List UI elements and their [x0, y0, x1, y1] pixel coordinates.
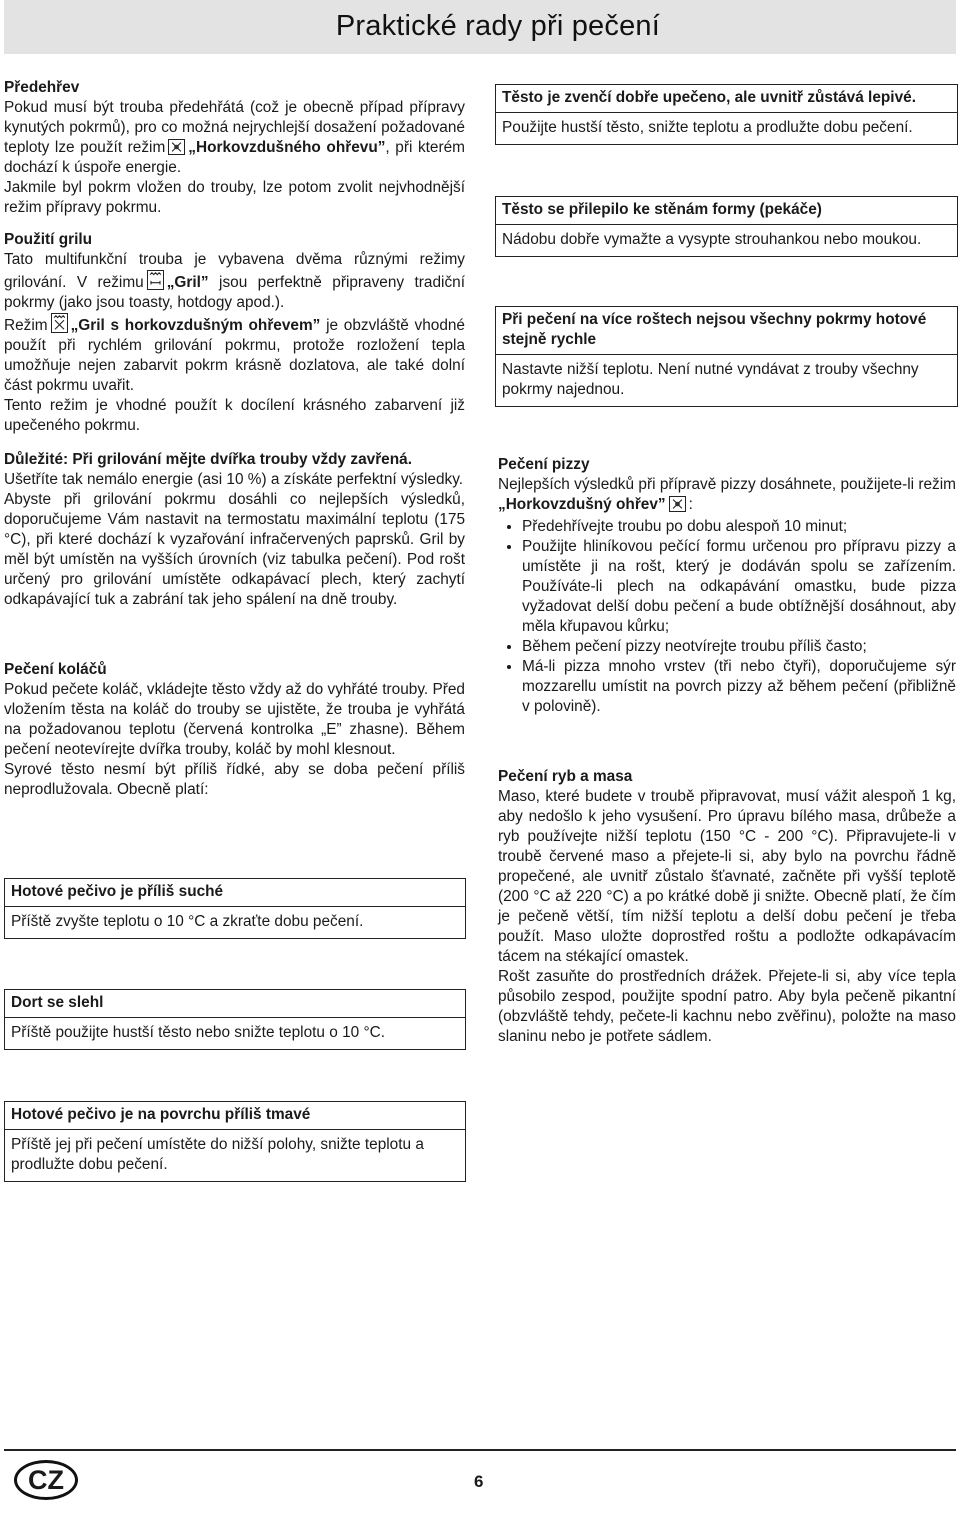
list-item: • Má-li pizza mnoho vrstev (tři nebo čtyři), doporučujeme sýr mozzarellu umístit na povrch pizzy až během pečení (přibližně v polovině).: [522, 657, 956, 717]
preheat-paragraph: [4, 98, 465, 178]
tip-box-title: Těsto je zvenčí dobře upečeno, ale uvnitř zůstává lepivé.: [496, 85, 957, 113]
page-title: Praktické rady při pečení: [335, 10, 660, 42]
fan-oven-icon: [168, 139, 185, 155]
fan-oven-icon: [669, 496, 686, 512]
tip-box-text: Příště jej při pečení umístěte do nižší polohy, snižte teplotu a prodlužte dobu pečení.: [11, 1136, 424, 1173]
fish-meat-paragraph-2: Rošt zasuňte do prostředních drážek. Přejete-li si, aby více tepla působilo zespod, použijte spodní patro. Aby byla pečeně pikantní (obzvláště tehdy, pečete-li kachnu nebo zvěřinu), položte na maso slaninu nebo je potřete sádlem.: [498, 968, 956, 1045]
tip-box-stuck: [495, 196, 958, 257]
pizza-intro-a: Nejlepších výsledků při přípravě pizzy dosáhnete, použijete-li režim: [498, 476, 956, 493]
grill-fan-text-a: Režim: [4, 317, 48, 334]
grill-paragraph: [4, 250, 465, 313]
list-item: • Předehřívejte troubu po dobu alespoň 10 minut;: [522, 517, 956, 537]
important-section: [4, 450, 465, 610]
pizza-list: [498, 517, 956, 717]
pizza-section: [498, 455, 956, 717]
tip-box-collapsed: [4, 989, 466, 1050]
cake-paragraph-2: Syrové těsto nesmí být příliš řídké, aby se doba pečení příliš neprodlužovala. Obecně platí:: [4, 761, 465, 798]
tip-box-title: Hotové pečivo je příliš suché: [5, 879, 465, 907]
grill-text-a: Tato multifunkční trouba je vybavena dvěma různými režimy grilování. V režimu: [4, 251, 465, 291]
fish-meat-section: [498, 767, 956, 1047]
preheat-paragraph-2: Jakmile byl pokrm vložen do trouby, lze potom zvolit nejvhodnější režim přípravy pokrmu.: [4, 179, 465, 216]
grill-section: [4, 230, 465, 436]
grill-fan-paragraph: [4, 313, 465, 396]
pizza-intro: [498, 475, 956, 515]
grill-fan-mode-name: „Gril s horkovzdušným ohřevem”: [70, 317, 321, 334]
preheat-section: [4, 78, 465, 218]
tip-box-title: Dort se slehl: [5, 990, 465, 1018]
tip-box-dry: [4, 878, 466, 939]
preheat-mode-name: „Horkovzdušného ohřevu”: [188, 139, 386, 156]
fish-meat-paragraph-1: Maso, které budete v troubě připravovat, musí vážit alespoň 1 kg, aby nedošlo k jeho vysušení. Pro úpravu bílého masa, drůbeže a ryb používejte nižší teplotu (150 °C - 200 °C). Připravujete-li v troubě červené maso a přejete-li si, aby bylo na povrchu řádně propečené, ale uvnitř zůstalo šťavnaté, začněte při vyšší teplotě (200 °C až 220 °C) a po krátké době ji snižte. Obecně platí, že čím je pečeně větší, tím nižší teplotu a delší dobu pečení je třeba použít. Maso uložte doprostřed roštu a podložte odkapávacím tácem na stékající omastek.: [498, 788, 956, 965]
grill-title: Použití grilu: [4, 231, 93, 248]
tip-box-text: Použijte hustší těsto, snižte teplotu a prodlužte dobu pečení.: [502, 119, 913, 136]
pizza-mode-name: „Horkovzdušný ohřev”: [498, 496, 666, 513]
grill-fan-icon: [51, 313, 68, 333]
page-number: 6: [474, 1472, 484, 1491]
grill-paragraph-3: Tento režim je vhodné použít k docílení krásného zabarvení již upečeného pokrmu.: [4, 397, 465, 434]
grill-text-c: jsou perfektně připraveny tradiční pokrmy (jako jsou toasty, hotdogy apod.).: [4, 274, 465, 311]
list-item: • Použijte hliníkovou pečící formu určenou pro přípravu pizzy a umístěte ji na rošt, který je dodáván spolu se zařízením. Používáte-li plech na odkapávání omastku, bude pizza vyžadovat delší dobu pečení a bude obtížnější dosáhnout, aby měla křupavou kůrku;: [522, 537, 956, 637]
tip-box-text: Příště zvyšte teplotu o 10 °C a zkraťte dobu pečení.: [11, 913, 364, 930]
tip-box-title: Při pečení na více roštech nejsou všechny pokrmy hotové stejně rychle: [496, 307, 957, 355]
tip-box-dark: [4, 1101, 466, 1182]
grill-mode-name: „Gril”: [166, 274, 209, 291]
footer-divider: [4, 1449, 956, 1451]
cake-paragraph-1: Pokud pečete koláč, vkládejte těsto vždy až do vyhřáté trouby. Před vložením těsta na koláč do trouby se ujistěte, že trouba je vyhřátá na požadovanou teplotu (červená kontrolka „E” zhasne). Během pečení neotevírejte dvířka trouby, koláč by mohl klesnout.: [4, 681, 465, 758]
tip-box-sticky: [495, 84, 958, 145]
preheat-text-c: , při kterém dochází k úspoře energie.: [4, 139, 465, 176]
header-bar: [4, 0, 956, 54]
tip-box-multi-rack: [495, 306, 958, 407]
pizza-intro-c: :: [688, 496, 693, 513]
list-item: • Během pečení pizzy neotvírejte troubu příliš často;: [522, 637, 956, 657]
important-title: Důležité: Při grilování mějte dvířka trouby vždy zavřená.: [4, 451, 412, 468]
preheat-text-a: Pokud musí být trouba předehřátá (což je obecně případ přípravy kynutých pokrmů), pro co možná nejrychlejší dosažení požadované teploty lze použít režim: [4, 99, 465, 156]
tip-box-title: Hotové pečivo je na povrchu příliš tmavé: [5, 1102, 465, 1130]
tip-box-text: Příště použijte hustší těsto nebo snižte teplotu o 10 °C.: [11, 1024, 386, 1041]
important-paragraph-1: Ušetříte tak nemálo energie (asi 10 %) a získáte perfektní výsledky.: [4, 471, 464, 488]
preheat-title: Předehřev: [4, 79, 80, 96]
country-badge: CZ: [14, 1460, 78, 1500]
tip-box-title: Těsto se přilepilo ke stěnám formy (pekáče): [496, 197, 957, 225]
important-paragraph-2: Abyste při grilování pokrmu dosáhli co nejlepších výsledků, doporučujeme Vám nastavit na termostatu maximální teplotu (175 °C), při které dochází k vyzařování infračervených paprsků. Gril by měl být umístěn na vyšších úrovních (viz tabulka pečení). Pod rošt určený pro grilování umístěte odkapávací plech, který zachytí odkapávající tuk a zabrání tak jeho spálení na dně trouby.: [4, 491, 465, 608]
grill-fan-text-c: je obzvláště vhodné použít při rychlém grilování pokrmu, protože rozložení tepla umožňuje nejen zabarvit pokrm krásně dozlatova, ale také dolní část pokrmu uvařit.: [4, 317, 465, 394]
fish-meat-title: Pečení ryb a masa: [498, 768, 633, 785]
cake-section: [4, 660, 465, 800]
grill-icon: [147, 270, 164, 290]
pizza-title: Pečení pizzy: [498, 456, 590, 473]
tip-box-text: Nastavte nižší teplotu. Není nutné vyndávat z trouby všechny pokrmy najednou.: [502, 361, 919, 398]
tip-box-text: Nádobu dobře vymažte a vysypte strouhankou nebo moukou.: [502, 231, 922, 248]
cake-title: Pečení koláčů: [4, 661, 107, 678]
